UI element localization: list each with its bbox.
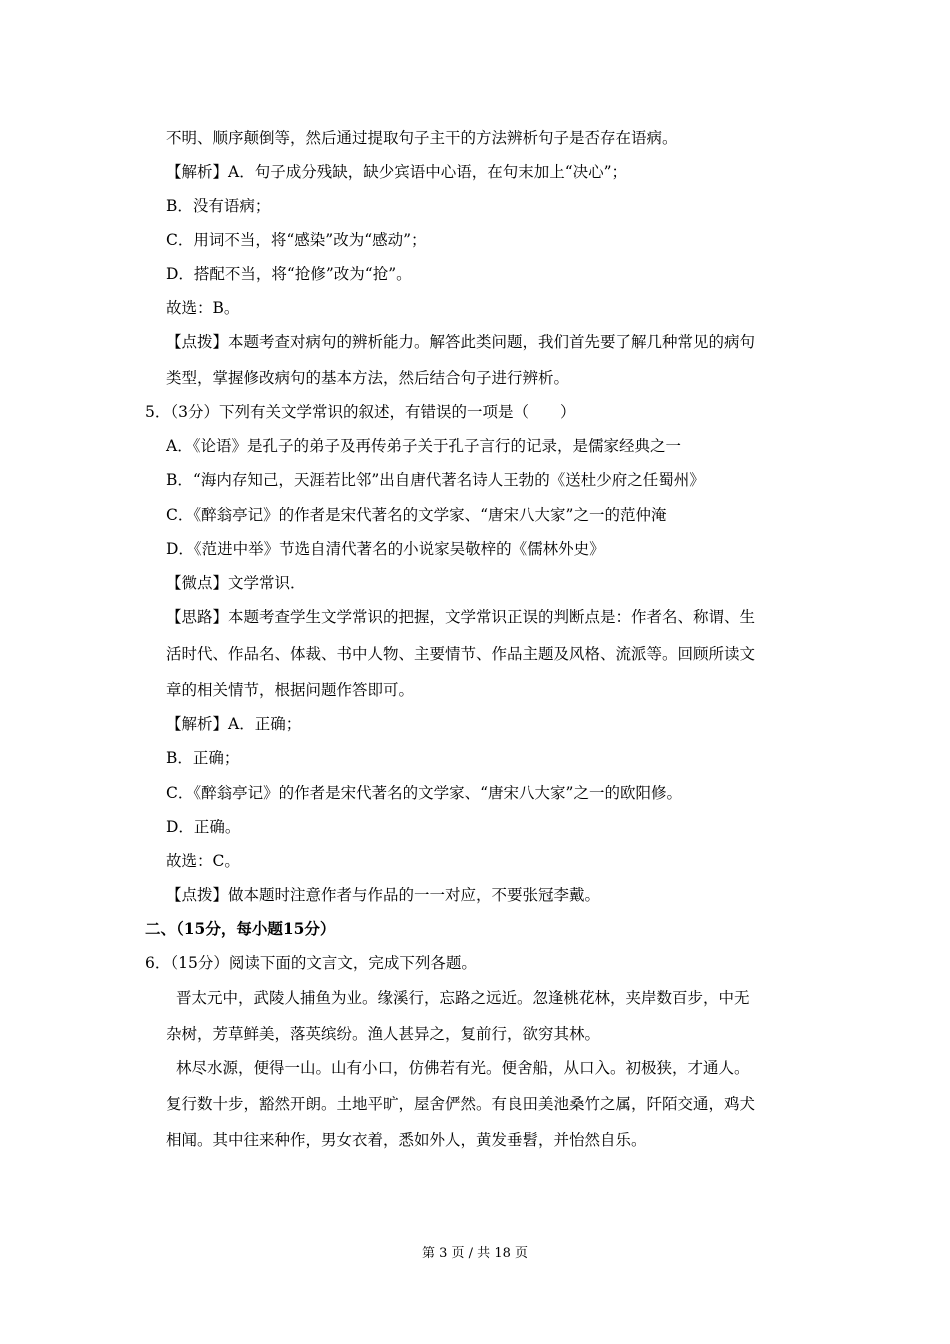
text-line-21: D．正确。	[166, 818, 241, 836]
question-6-stem: 6．（15分）阅读下面的文言文，完成下列各题。	[145, 954, 477, 972]
option-d: D．《范进中举》节选自清代著名的小说家吴敬梓的《儒林外史》	[166, 540, 605, 558]
passage-line-3: 林尽水源，便得一山。山有小口，仿佛若有光。便舍船，从口入。初极狭，才通人。	[176, 1059, 750, 1077]
passage-line-5: 相闻。其中往来种作，男女衣着，悉如外人，黄发垂髫，并怡然自乐。	[166, 1131, 647, 1149]
page-number-footer: 第 3 页 / 共 18 页	[422, 1246, 528, 1261]
text-line-6: 故选：B。	[166, 299, 240, 317]
text-line-16: 活时代、作品名、体裁、书中人物、主要情节、作品主题及风格、流派等。回顾所读文	[166, 645, 756, 663]
text-line-18: 【解析】A．正确；	[166, 715, 302, 733]
section-heading: 二、（15分，每小题15分）	[145, 919, 336, 938]
text-line-4: C．用词不当，将“感染”改为“感动”；	[166, 231, 427, 249]
text-line-15: 【思路】本题考查学生文学常识的把握，文学常识正误的判断点是：作者名、称谓、生	[166, 608, 756, 626]
option-c: C．《醉翁亭记》的作者是宋代著名的文学家、“唐宋八大家”之一的范仲淹	[166, 506, 667, 524]
text-line-1: 不明、顺序颠倒等，然后通过提取句子主干的方法辨析句子是否存在语病。	[166, 129, 678, 147]
text-line-3: B．没有语病；	[166, 197, 271, 215]
passage-line-1: 晋太元中，武陵人捕鱼为业。缘溪行，忘路之远近。忽逢桃花林，夹岸数百步，中无	[176, 989, 750, 1007]
text-line-23: 【点拨】做本题时注意作者与作品的一一对应，不要张冠李戴。	[166, 886, 601, 904]
text-line-19: B．正确；	[166, 749, 240, 767]
question-5-stem: 5．（3分）下列有关文学常识的叙述，有错误的一项是（ ）	[145, 403, 576, 421]
text-line-20: C．《醉翁亭记》的作者是宋代著名的文学家、“唐宋八大家”之一的欧阳修。	[166, 784, 682, 802]
text-line-8: 类型，掌握修改病句的基本方法，然后结合句子进行辨析。	[166, 369, 570, 387]
text-line-22: 故选：C。	[166, 852, 240, 870]
text-line-2: 【解析】A．句子成分残缺，缺少宾语中心语，在句末加上“决心”；	[166, 163, 628, 181]
passage-line-2: 杂树，芳草鲜美，落英缤纷。渔人甚异之，复前行，欲穷其林。	[166, 1025, 601, 1043]
text-line-7: 【点拨】本题考查对病句的辨析能力。解答此类问题，我们首先要了解几种常见的病句	[166, 333, 756, 351]
passage-line-4: 复行数十步，豁然开朗。土地平旷，屋舍俨然。有良田美池桑竹之属，阡陌交通，鸡犬	[166, 1095, 756, 1113]
text-line-5: D．搭配不当，将“抢修”改为“抢”。	[166, 265, 412, 283]
text-line-14: 【微点】文学常识．	[166, 574, 306, 592]
option-b: B．“海内存知己，天涯若比邻”出自唐代著名诗人王勃的《送杜少府之任蜀州》	[166, 471, 705, 489]
option-a: A．《论语》是孔子的弟子及再传弟子关于孔子言行的记录，是儒家经典之一	[166, 437, 681, 455]
text-line-17: 章的相关情节，根据问题作答即可。	[166, 681, 415, 699]
